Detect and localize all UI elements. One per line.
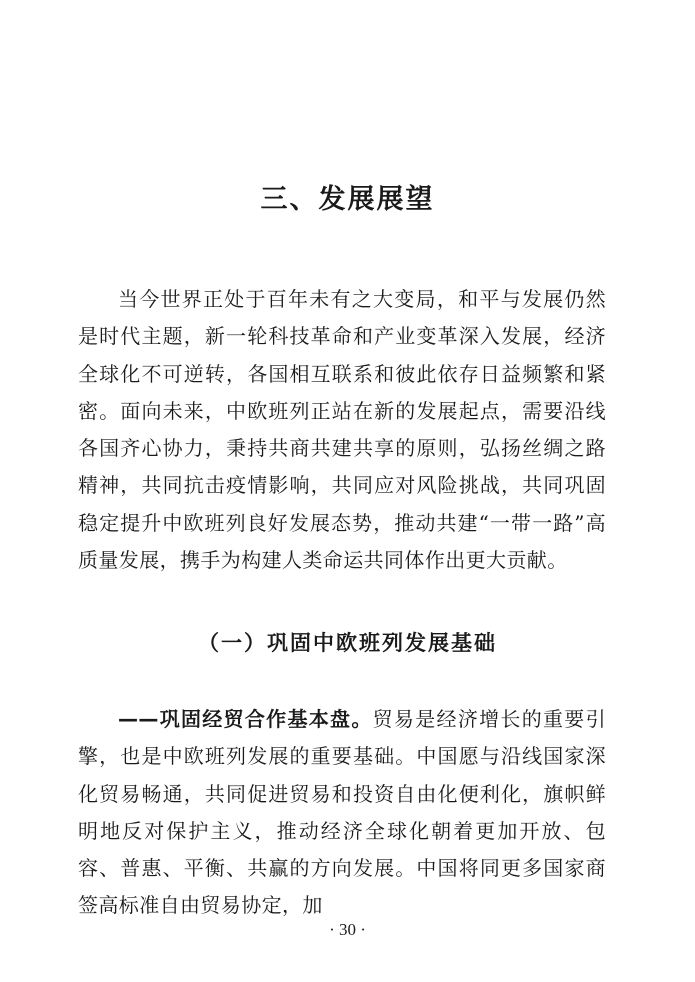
section-title: 三、发展展望 [260,184,435,215]
intro-paragraph: 当今世界正处于百年未有之大变局，和平与发展仍然是时代主题，新一轮科技革命和产业变革深入发展，经济全球化不可逆转，各国相互联系和彼此依存日益频繁和紧密。面向未来，中欧班列正站在新的发展起点，需要沿线各国齐心协力，秉持共商共建共享的原则，弘扬丝绸之路精神，共同抗击疫情影响，共同应对风险挑战，共同巩固稳定提升中欧班列良好发展态势，推动共建“一带一路”高质量发展，携手为构建人类命运共同体作出更大贡献。 [78,287,606,573]
paragraph-lead-heading: ——巩固经贸合作基本盘。 [118,707,373,731]
subsection-paragraph [78,701,606,925]
paragraph-body-text: 贸易是经济增长的重要引擎，也是中欧班列发展的重要基础。中国愿与沿线国家深化贸易畅通，共同促进贸易和投资自由化便利化，旗帜鲜明地反对保护主义，推动经济全球化朝着更加开放、包容、普惠、平衡、共赢的方向发展。中国将同更多国家商签高标准自由贸易协定，加 [78,707,606,918]
page-number: · 30 · [329,920,366,939]
subsection-title: （一）巩固中欧班列发展基础 [198,631,497,655]
